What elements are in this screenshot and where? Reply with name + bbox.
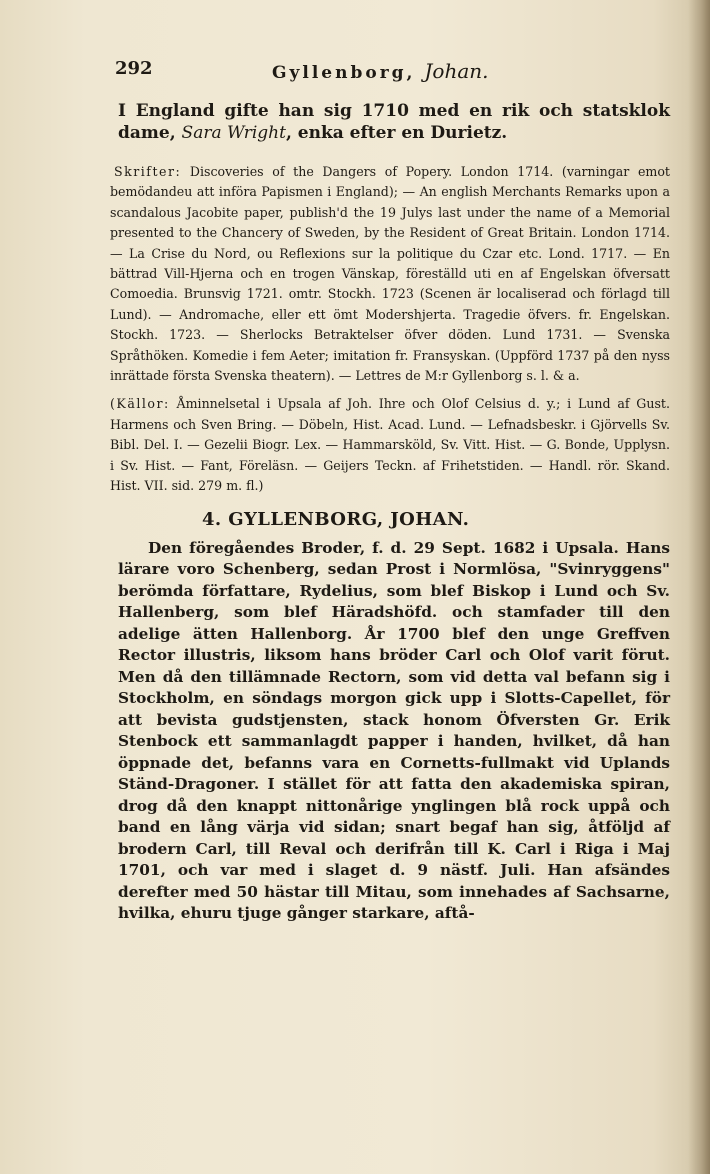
running-title-handwritten: Johan. <box>424 59 489 83</box>
running-title <box>272 59 489 83</box>
kallor-paragraph <box>110 394 670 496</box>
page-number: 292 <box>115 58 153 79</box>
page-content <box>110 54 670 925</box>
skrifter-label: Skrifter: <box>114 164 182 179</box>
running-header <box>110 54 670 88</box>
section-heading: 4. GYLLENBORG, JOHAN. <box>202 508 470 530</box>
page-edge-shadow <box>688 0 710 1174</box>
skrifter-paragraph <box>110 162 670 386</box>
intro-text-after: , enka efter en Durietz. <box>285 123 508 143</box>
running-title-name: Gyllenborg, <box>272 63 416 83</box>
intro-name-italic: Sara Wright <box>181 123 286 143</box>
intro-paragraph <box>118 100 670 144</box>
kallor-label: (Källor: <box>110 396 170 412</box>
section-body: Den föregåendes Broder, f. d. 29 Sept. 1682 i Upsala. Hans lärare voro Schenberg, sedan Prost i Normlösa, "Svinryggens" berömda författare, Rydelius, som blef Biskop i Lund och Sv. Hallenberg, som blef Häradshöfd. och stamfader till den adelige ätten Hallenborg. År 1700 blef den unge Greffven Rector illustris, liksom hans bröder Carl och Olof varit förut. Men då den tillämnade Rectorn, som vid detta val befann sig i Stockholm, en söndags morgon gick upp i Slotts-Capellet, för att bevista gudstjensten, stack honom Öfversten Gr. Erik Stenbock ett sammanlagdt papper i handen, hvilket, då han öppnade det, befanns vara en Cornetts-fullmakt vid Uplands Ständ-Dragoner. I stället för att fatta den akademiska spiran, drog då den knappt nittonårige ynglingen blå rock uppå och band en lång värja vid sidan; snart begaf han sig, åtföljd af brodern Carl, till Reval och derifrån till K. Carl i Riga i Maj 1701, och var med i slaget d. 9 nästf. Juli. Han afsändes derefter med 50 hästar till Mitau, som innehades af Sachsarne, hvilka, ehuru tjuge gånger starkare, aftå- <box>118 538 670 922</box>
kallor-text: Åminnelsetal i Upsala af Joh. Ihre och Olof Celsius d. y.; i Lund af Gust. Harmens och Sven Bring. — Döbeln, Hist. Acad. Lund. — Lefnadsbeskr. i Gjörvells Sv. Bibl. Del. I. — Gezelii Biogr. Lex. — Hammarsköld, Sv. Vitt. Hist. — G. Bonde, Upplysn. i Sv. Hist. — Fant, Föreläsn. — Geijers Teckn. af Frihetstiden. — Handl. rör. Skand. Hist. VII. sid. 279 m. fl.) <box>110 396 670 494</box>
intro-text-before: I England gifte han sig 1710 med en rik och statsklok dame, <box>118 101 670 143</box>
skrifter-text: Discoveries of the Dangers of Popery. London 1714. (varningar emot bemödandeu att införa Papismen i England); — An english Merchants Remarks upon a scandalous Jacobite paper, publish'd the 19 Julys last under the name of a Memorial presented to the Chancery of Sweden, by the Resident of Great Britain. London 1714. — La Crise du Nord, ou Reflexions sur la politique du Czar etc. Lond. 1717. — En bättrad Vill-Hjerna och en trogen Vänskap, föreställd uti en af Engelskan öfversatt Comoedia. Brunsvig 1721. omtr. Stockh. 1723 (Scenen är localiserad och förlagd till Lund). — Andromache, eller ett ömt Modershjerta. Tragedie öfvers. fr. Engelskan. Stockh. 1723. — Sherlocks Betraktelser öfver döden. Lund 1731. — Svenska Språthöken. Komedie i fem Aeter; imitation fr. Fransyskan. (Uppförd 1737 på den nyss inrättade första Svenska theatern). — Lettres de M:r Gyllenborg s. l. & a. <box>110 164 670 384</box>
